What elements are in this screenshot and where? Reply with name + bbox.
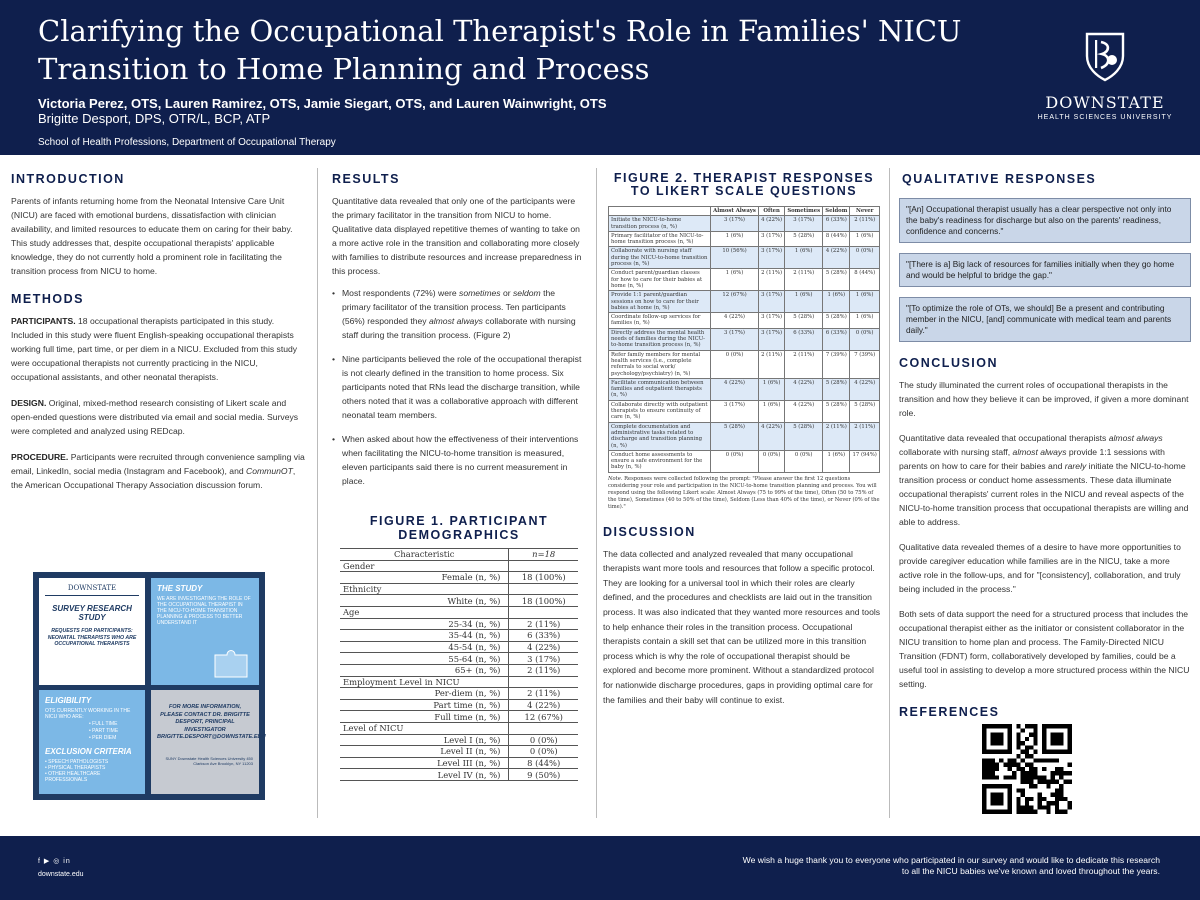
likert-value: 3 (17%) [785, 216, 823, 232]
likert-question: Coordinate follow-up services for families (n, %) [609, 313, 711, 329]
university-logo [1030, 30, 1180, 121]
likert-value: 7 (39%) [850, 350, 880, 378]
likert-row [609, 269, 880, 291]
likert-row [609, 231, 880, 247]
logo-subtitle: HEALTH SCIENCES UNIVERSITY [1037, 114, 1173, 121]
demographics-row [340, 711, 578, 723]
participants-text: 18 occupational therapists participated in this study. Included in this study were fluent English-speaking occupational therapists working full time, part time, or per diem in a NICU. Excluded from this study were occupational therapists not currently practicing in the NICU, occupational assistants, and other neonatal therapists. [11, 316, 298, 382]
likert-value: 5 (28%) [785, 313, 823, 329]
conclusion-emphasis: almost always [1108, 433, 1163, 443]
recruitment-flyer [33, 572, 265, 800]
likert-value: 4 (22%) [759, 422, 785, 450]
flyer-exclusion-item: • OTHER HEALTHCARE PROFESSIONALS [45, 771, 101, 783]
likert-value: 5 (28%) [850, 400, 880, 422]
row-label: Employment Level in NICU [340, 676, 509, 688]
bullet-text: Most respondents (72%) were [342, 288, 460, 298]
title-line-1: Clarifying the Occupational Therapist's Role in Families' NICU [38, 14, 962, 48]
likert-value: 4 (22%) [711, 378, 759, 400]
results-bullet-1 [332, 286, 586, 342]
likert-value: 0 (0%) [785, 450, 823, 472]
faculty-author: Brigitte Desport, DPS, OTR/L, BCP, ATP [38, 111, 271, 126]
row-label: Female (n, %) [340, 572, 509, 584]
likert-question: Complete documentation and administrative tasks related to discharge and transition planning (n, %) [609, 422, 711, 450]
demographics-section-row [340, 676, 578, 688]
likert-value: 3 (17%) [711, 400, 759, 422]
flyer-logo: DOWNSTATE [45, 584, 139, 596]
row-value: 0 (0%) [509, 746, 578, 758]
likert-question: Directly address the mental health needs of families during the NICU-to-home transition process (n, %) [609, 328, 711, 350]
likert-value: 2 (11%) [785, 269, 823, 291]
conclusion-p3: Qualitative data revealed themes of a desire to have more opportunities to provide caregiver education while families are in the NICU, take a more active role in the follow-ups, and for "[consistency], collaboration, and truly being included in the process." [899, 542, 1181, 594]
flyer-contact: FOR MORE INFORMATION, PLEASE CONTACT DR. BRIGITTE DESPORT, PRINCIPAL INVESTIGATOR BRIGITTE.DESPORT@DOWNSTATE.EDU [157, 704, 266, 740]
likert-header-row [609, 207, 880, 216]
likert-value: 10 (56%) [711, 247, 759, 269]
bullet-text: collaborate with nursing staff during the transition process. (Figure 2) [342, 316, 576, 340]
column-divider [317, 168, 318, 818]
logo-name: DOWNSTATE [1045, 93, 1165, 112]
flyer-title: SURVEY RESEARCH STUDY [52, 604, 132, 622]
design-text: Original, mixed-method research consisting of Likert scale and open-ended questions were distributed via email and social media. Surveys were completed and analyzed using REDcap. [11, 398, 299, 436]
likert-value: 3 (17%) [759, 313, 785, 329]
likert-row [609, 400, 880, 422]
conclusion-text: Quantitative data revealed that occupational therapists [899, 433, 1109, 443]
row-value: 18 (100%) [509, 595, 578, 607]
results-text: Quantitative data revealed that only one of the participants were the primary facilitator in the transition from NICU to home. Qualitative data displayed repetitive themes of wanting to take on a more active role in the transition and collaborating more closely with families to distribute resources and increase preparedness in this process. [332, 196, 582, 276]
column-3 [603, 172, 885, 707]
row-label: Age [340, 606, 509, 618]
likert-value: 6 (33%) [823, 328, 850, 350]
bullet-emphasis: sometimes [459, 288, 501, 298]
flyer-exclusion-item: • PHYSICAL THERAPISTS [45, 765, 106, 771]
likert-value: 1 (6%) [711, 269, 759, 291]
demographics-row [340, 630, 578, 642]
likert-value: 1 (6%) [759, 378, 785, 400]
likert-value: 12 (67%) [711, 291, 759, 313]
row-value: 12 (67%) [509, 711, 578, 723]
flyer-eligibility-item: • FULL TIME [89, 721, 118, 727]
discussion-heading: DISCUSSION [603, 524, 696, 539]
row-value [509, 722, 578, 734]
row-value: 6 (33%) [509, 630, 578, 642]
likert-table [608, 206, 880, 473]
likert-row [609, 422, 880, 450]
likert-value: 8 (44%) [850, 269, 880, 291]
conclusion-text: initiate the NICU-to-home transition process or conduct home assessments. These data illuminate occupational therapists' current roles in the NICU and reveal aspects of the NICU-to-home transition process that occupational therapists are willing and able to address. [899, 461, 1189, 527]
procedure-label: PROCEDURE. [11, 452, 69, 462]
demographics-row [340, 688, 578, 700]
likert-value: 17 (94%) [850, 450, 880, 472]
bullet-emphasis: seldom [513, 288, 541, 298]
demographics-row [340, 572, 578, 584]
likert-row [609, 350, 880, 378]
bullet-text: the primary facilitator of the transition process. Ten participants (56%) responded they [342, 288, 566, 326]
participants-paragraph [11, 314, 305, 384]
likert-row [609, 450, 880, 472]
references-heading: REFERENCES [899, 705, 1000, 719]
likert-value: 2 (11%) [850, 216, 880, 232]
header-characteristic: Characteristic [340, 549, 509, 561]
demographics-row [340, 618, 578, 630]
demographics-row [340, 746, 578, 758]
row-label: Per-diem (n, %) [340, 688, 509, 700]
row-label: Ethnicity [340, 583, 509, 595]
likert-value: 1 (6%) [759, 400, 785, 422]
row-label: Level of NICU [340, 722, 509, 734]
social-icons[interactable]: f ▶ ◎ in [38, 858, 71, 865]
conclusion-heading: CONCLUSION [899, 356, 999, 370]
row-value [509, 676, 578, 688]
design-label: DESIGN. [11, 398, 47, 408]
participants-label: PARTICIPANTS. [11, 316, 76, 326]
design-paragraph [11, 396, 305, 438]
conclusion-text: collaborate with nursing staff, [899, 447, 1013, 457]
footer-url[interactable]: downstate.edu [38, 871, 84, 878]
procedure-paragraph [11, 450, 305, 492]
bullet-emphasis: almost always [428, 316, 483, 326]
procedure-text: Participants were recruited through convenience sampling via email, LinkedIn, social media (Instagram and Facebook), and [11, 452, 305, 476]
likert-value: 2 (11%) [850, 422, 880, 450]
row-value: 0 (0%) [509, 734, 578, 746]
likert-value: 0 (0%) [711, 450, 759, 472]
conclusion-p2 [899, 431, 1191, 529]
likert-question: Refer family members for mental health services (i.e., complete referrals to social work/ psychology/psychiatry) (n, %) [609, 350, 711, 378]
procedure-text-end: , the American Occupational Therapy Association discussion forum. [11, 466, 296, 490]
figure2-title: FIGURE 2. THERAPIST RESPONSES TO LIKERT SCALE QUESTIONS [613, 171, 875, 198]
note-text: Responses were collected following the prompt: "Please answer the first 12 questions considering your role and participation in the NICU-to-home transition planning and process. You will respond using the following Likert scale: Almost Always (75 to 99% of the time), Often (50 to 75% of the time), Sometimes (40 to 50% of the time), Seldom (Less than 40% of the time), or Never (0% of the time)." [608, 475, 880, 510]
row-label: Full time (n, %) [340, 711, 509, 723]
demographics-row [340, 664, 578, 676]
likert-question: Collaborate directly with outpatient therapists to ensure continuity of care (n, %) [609, 400, 711, 422]
demographics-row [340, 653, 578, 665]
bullet-text: or [500, 288, 513, 298]
likert-value: 3 (17%) [759, 247, 785, 269]
row-value [509, 606, 578, 618]
likert-value: 4 (22%) [785, 400, 823, 422]
row-value [509, 560, 578, 572]
figure1-title: FIGURE 1. PARTICIPANT DEMOGRAPHICS [369, 514, 549, 542]
header-n: n=18 [509, 549, 578, 561]
flyer-study-box [151, 578, 259, 685]
conclusion-p1: The study illuminated the current roles of occupational therapists in the transition and how they believe it can be improved, if given a more dominant role. [899, 380, 1189, 418]
row-label: Gender [340, 560, 509, 572]
flyer-eligibility-item: • PER DIEM [89, 735, 117, 741]
results-bullet-2: • Nine participants believed the role of the occupational therapist is not clearly defined in the transition to home process. Six participants noted that RNs lead the discharge transition, while others noted that it was a collaborative approach with different neonatal team members. [332, 352, 586, 422]
qualitative-heading: QUALITATIVE RESPONSES [902, 172, 1097, 186]
acknowledgment-line-2: to all the NICU babies we've known and loved throughout the years. [901, 866, 1160, 876]
flyer-survey-box [39, 578, 145, 685]
introduction-heading: INTRODUCTION [11, 172, 125, 186]
conclusion-emphasis: rarely [1064, 461, 1087, 471]
flyer-study-text: WE ARE INVESTIGATING THE ROLE OF THE OCCUPATIONAL THERAPIST IN THE NICU-TO-HOME TRANSITION PLANNING & PROCESS TO BETTER UNDERSTAND IT [157, 596, 251, 626]
likert-value: 5 (28%) [711, 422, 759, 450]
likert-question: Provide 1:1 parent/guardian sessions on how to care for their babies at home (n, %) [609, 291, 711, 313]
quote-2: "[There is a] Big lack of resources for families initially when they go home and would be helpful to bridge the gap." [899, 253, 1191, 287]
row-label: 25-34 (n, %) [340, 618, 509, 630]
likert-value: 5 (28%) [823, 400, 850, 422]
flyer-address: SUNY Downstate Health Sciences University 450 Clarkson Ave Brooklyn, NY 11203 [165, 755, 253, 766]
flyer-eligibility-text: OTS CURRENTLY WORKING IN THE NICU WHO ARE: [45, 708, 131, 720]
poster-header [0, 0, 1200, 155]
acknowledgment-line-1: We wish a huge thank you to everyone who participated in our survey and would like to dedicate this research [742, 855, 1160, 865]
quote-1: "[An] Occupational therapist usually has a clear perspective not only into the baby's readiness for discharge but also on the parents' readiness, confidence and concerns." [899, 198, 1191, 243]
likert-row [609, 291, 880, 313]
flyer-contact-box [151, 690, 266, 794]
likert-value: 3 (17%) [711, 216, 759, 232]
results-bullets [332, 286, 586, 488]
references-qr-code[interactable] [982, 724, 1072, 814]
demographics-header-row [340, 549, 578, 561]
poster-title [38, 12, 1038, 88]
likert-value: 5 (28%) [823, 313, 850, 329]
likert-value: 5 (28%) [785, 422, 823, 450]
likert-value: 4 (22%) [711, 313, 759, 329]
likert-value: 0 (0%) [711, 350, 759, 378]
row-label: White (n, %) [340, 595, 509, 607]
likert-value: 4 (22%) [759, 216, 785, 232]
row-value: 8 (44%) [509, 757, 578, 769]
conclusion-emphasis: almost always [1012, 447, 1067, 457]
likert-value: 5 (28%) [823, 378, 850, 400]
likert-row [609, 247, 880, 269]
likert-header-cell: Sometimes [785, 207, 823, 216]
likert-question: Initiate the NICU-to-home transition process (n, %) [609, 216, 711, 232]
likert-value: 1 (6%) [850, 291, 880, 313]
demographics-section-row [340, 583, 578, 595]
likert-row [609, 378, 880, 400]
demographics-section-row [340, 722, 578, 734]
likert-value: 8 (44%) [823, 231, 850, 247]
results-heading: RESULTS [332, 172, 400, 186]
likert-value: 3 (17%) [711, 328, 759, 350]
results-bullet-3: • When asked about how the effectiveness of their interventions when facilitating the NICU-to-home transition is measured, eleven participants said there is no current measurement in place. [332, 432, 586, 488]
likert-header-cell: Often [759, 207, 785, 216]
discussion-text: The data collected and analyzed revealed that many occupational therapists want more tools and resources that follow a specific protocol. They are looking for a universal tool in which their roles are clearly defined, and the procedures and checklists are laid out in the transition process. It was also indicated that they wanted more resources and tools to help enhance their roles in the transition process. Occupational therapists contain a skill set that can be utilized more in this transition process which is why the role of occupational therapist should be explored and become more prominent. Without a standardized protocol for nationwide discharge procedures, gaps in providing optimal care for the families and their baby will continue to exist. [603, 548, 881, 705]
likert-question: Primary facilitator of the NICU-to-home transition process (n, %) [609, 231, 711, 247]
row-label: 35-44 (n, %) [340, 630, 509, 642]
procedure-forum: CommunOT [246, 466, 293, 476]
likert-value: 5 (28%) [785, 231, 823, 247]
demographics-table [340, 548, 578, 781]
flyer-eligibility-item: • PART TIME [89, 728, 119, 734]
likert-value: 4 (22%) [785, 378, 823, 400]
title-line-2: Transition to Home Planning and Process [38, 52, 650, 86]
department: School of Health Professions, Department of Occupational Therapy [38, 137, 336, 148]
note-label: Note. [608, 475, 623, 482]
likert-value: 3 (17%) [759, 291, 785, 313]
demographics-row [340, 595, 578, 607]
flyer-eligibility-list [45, 721, 139, 741]
likert-value: 1 (6%) [850, 313, 880, 329]
column-divider [596, 168, 597, 818]
flyer-eligibility-box [39, 690, 145, 794]
row-label: 45-54 (n, %) [340, 641, 509, 653]
row-value: 2 (11%) [509, 618, 578, 630]
row-label: Level II (n, %) [340, 746, 509, 758]
authors: Victoria Perez, OTS, Lauren Ramirez, OTS, Jamie Siegart, OTS, and Lauren Wainwright, OTS [38, 96, 607, 111]
column-2 [332, 172, 586, 781]
row-value: 9 (50%) [509, 769, 578, 781]
likert-question: Facilitate communication between families and outpatient therapists (n, %) [609, 378, 711, 400]
likert-header-cell [609, 207, 711, 216]
demographics-row [340, 769, 578, 781]
flyer-exclusion-item: • SPEECH PATHOLOGISTS [45, 759, 109, 765]
demographics-row [340, 641, 578, 653]
likert-header-cell: Almost Always [711, 207, 759, 216]
likert-value: 1 (6%) [823, 291, 850, 313]
likert-question: Collaborate with nursing staff during the NICU-to-home transition process (n, %) [609, 247, 711, 269]
likert-header-cell: Never [850, 207, 880, 216]
row-label: Part time (n, %) [340, 699, 509, 711]
demographics-section-row [340, 606, 578, 618]
likert-value: 4 (22%) [823, 247, 850, 269]
column-1 [11, 172, 305, 492]
likert-row [609, 313, 880, 329]
column-divider [889, 168, 890, 818]
likert-value: 3 (17%) [759, 328, 785, 350]
flyer-exclusion-title: EXCLUSION CRITERIA [45, 747, 132, 756]
likert-value: 7 (39%) [823, 350, 850, 378]
likert-value: 0 (0%) [850, 328, 880, 350]
flyer-request: REQUESTS FOR PARTICIPANTS: NEONATAL THERAPISTS WHO ARE OCCUPATIONAL THERAPISTS [47, 628, 137, 647]
likert-value: 6 (33%) [785, 328, 823, 350]
demographics-row [340, 699, 578, 711]
puzzle-icon [213, 643, 253, 679]
row-label: 65+ (n, %) [340, 664, 509, 676]
likert-value: 1 (6%) [785, 291, 823, 313]
row-value: 4 (22%) [509, 641, 578, 653]
likert-value: 2 (11%) [759, 269, 785, 291]
row-label: 55-64 (n, %) [340, 653, 509, 665]
row-value: 2 (11%) [509, 688, 578, 700]
likert-question: Conduct home assessments to ensure a safe environment for the baby (n, %) [609, 450, 711, 472]
methods-heading: METHODS [11, 292, 84, 306]
shield-icon [1083, 30, 1127, 82]
conclusion-p4: Both sets of data support the need for a structured process that includes the occupational therapist either as the initiator or consistent collaborator in the NICU transition to home plan and process. The Family-Directed NICU Transition (FDNT) form, collaboratively developed by families, could be a useful tool in assisting to develop a more structured process within the NICU setting. [899, 609, 1190, 689]
likert-note [608, 476, 880, 511]
row-value: 3 (17%) [509, 653, 578, 665]
likert-value: 1 (6%) [785, 247, 823, 269]
row-label: Level III (n, %) [340, 757, 509, 769]
likert-value: 0 (0%) [759, 450, 785, 472]
row-value: 2 (11%) [509, 664, 578, 676]
likert-row [609, 216, 880, 232]
column-4 [899, 172, 1191, 719]
likert-question: Conduct parent/guardian classes for how to care for their babies at home (n, %) [609, 269, 711, 291]
likert-value: 3 (17%) [759, 231, 785, 247]
quote-3: "[To optimize the role of OTs, we should] Be a present and contributing member in the NICU, [and] communicate with medical team and parents daily." [899, 297, 1191, 342]
likert-value: 2 (11%) [785, 350, 823, 378]
row-label: Level I (n, %) [340, 734, 509, 746]
likert-value: 2 (11%) [823, 422, 850, 450]
flyer-eligibility-title: ELIGIBILITY [45, 696, 92, 705]
flyer-study-title: THE STUDY [157, 584, 203, 593]
likert-value: 6 (33%) [823, 216, 850, 232]
row-value: 18 (100%) [509, 572, 578, 584]
demographics-row [340, 757, 578, 769]
introduction-text: Parents of infants returning home from the Neonatal Intensive Care Unit (NICU) are faced with emotional burdens, dissatisfaction with clinician availability, and limited resources to educate them on caring for their baby. This study addresses that, despite occupational therapists' applicable knowledge, they do not currently hold a prominent role in facilitating the transition process from NICU to home. [11, 196, 293, 276]
likert-header-cell: Seldom [823, 207, 850, 216]
likert-value: 1 (6%) [711, 231, 759, 247]
demographics-section-row [340, 560, 578, 572]
row-value: 4 (22%) [509, 699, 578, 711]
likert-row [609, 328, 880, 350]
likert-value: 0 (0%) [850, 247, 880, 269]
likert-value: 1 (6%) [850, 231, 880, 247]
conclusion-text: provide 1:1 sessions with parents on how to care for their babies and [899, 447, 1165, 471]
demographics-row [340, 734, 578, 746]
likert-value: 4 (22%) [850, 378, 880, 400]
likert-value: 1 (6%) [823, 450, 850, 472]
row-value [509, 583, 578, 595]
row-label: Level IV (n, %) [340, 769, 509, 781]
likert-value: 5 (28%) [823, 269, 850, 291]
likert-value: 2 (11%) [759, 350, 785, 378]
